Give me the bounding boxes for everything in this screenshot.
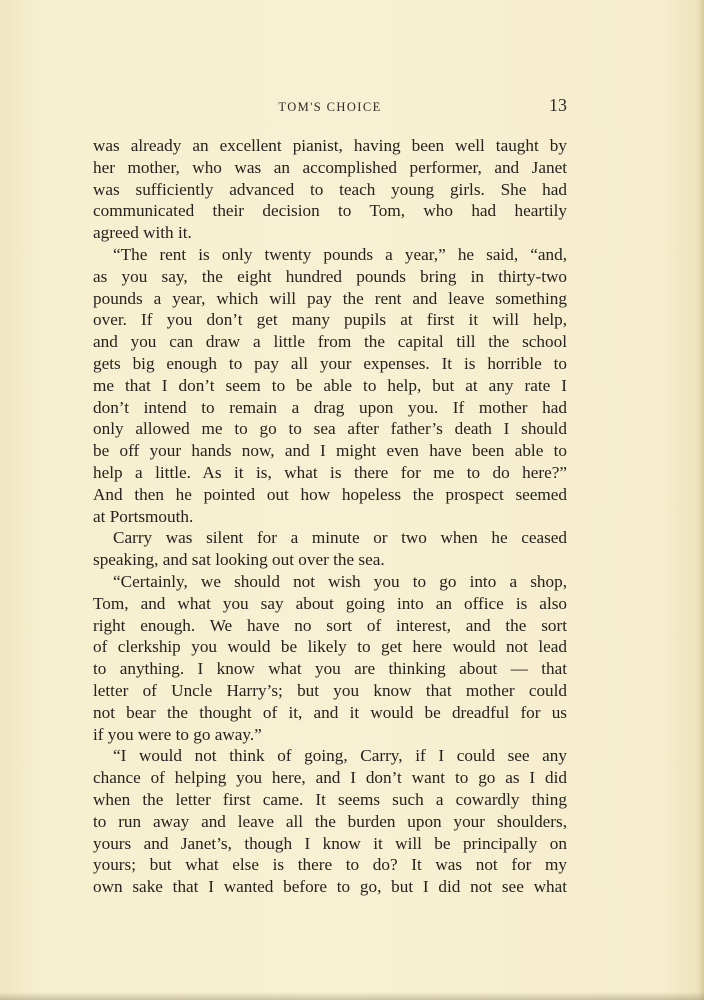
text-line: be off your hands now, and I might even have been able to bbox=[93, 441, 567, 461]
text-line: and you can draw a little from the capital till the school bbox=[93, 332, 567, 352]
text-line: “Certainly, we should not wish you to go into a shop, bbox=[113, 571, 567, 591]
text-line: speaking, and sat looking out over the sea. bbox=[93, 550, 385, 570]
text-line: Tom, and what you say about going into an office is also bbox=[93, 593, 567, 613]
running-head bbox=[93, 97, 567, 119]
text-line: if you were to go away.” bbox=[93, 724, 262, 744]
text-line: at Portsmouth. bbox=[93, 506, 194, 526]
text-line: was sufficiently advanced to teach young girls. She had bbox=[93, 179, 567, 199]
text-line: communicated their decision to Tom, who had heartily bbox=[93, 201, 567, 221]
text-line: only allowed me to go to sea after father’s death I should bbox=[93, 419, 567, 439]
text-line: of clerkship you would be likely to get here would not lead bbox=[93, 637, 567, 657]
text-line: “The rent is only twenty pounds a year,” he said, “and, bbox=[113, 244, 567, 264]
text-line: right enough. We have no sort of interest, and the sort bbox=[93, 615, 567, 635]
text-line: don’t intend to remain a drag upon you. If mother had bbox=[93, 397, 567, 417]
page-edge-bottom bbox=[0, 992, 704, 1000]
text-line: gets big enough to pay all your expenses. It is horrible to bbox=[93, 353, 567, 373]
page-number: 13 bbox=[549, 95, 567, 115]
text-line: agreed with it. bbox=[93, 223, 192, 243]
text-line: over. If you don’t get many pupils at first it will help, bbox=[93, 310, 567, 330]
page-edge-right bbox=[698, 0, 704, 1000]
text-line: letter of Uncle Harry’s; but you know that mother could bbox=[93, 680, 567, 700]
text-line: own sake that I wanted before to go, but I did not see what bbox=[93, 877, 567, 897]
text-line: “I would not think of going, Carry, if I could see any bbox=[113, 746, 567, 766]
text-line: me that I don’t seem to be able to help, but at any rate I bbox=[93, 375, 567, 395]
text-line: to run away and leave all the burden upon your shoulders, bbox=[93, 811, 567, 831]
text-line: when the letter first came. It seems such a cowardly thing bbox=[93, 789, 567, 809]
text-line: yours; but what else is there to do? It was not for my bbox=[93, 855, 567, 875]
text-line: her mother, who was an accomplished performer, and Janet bbox=[93, 157, 567, 177]
text-line: Carry was silent for a minute or two when he ceased bbox=[113, 528, 567, 548]
text-line: yours and Janet’s, though I know it will be principally on bbox=[93, 833, 567, 853]
text-line: pounds a year, which will pay the rent and leave something bbox=[93, 288, 567, 308]
text-line: chance of helping you here, and I don’t want to go as I did bbox=[93, 768, 567, 788]
body-text bbox=[93, 135, 567, 898]
text-line: not bear the thought of it, and it would be dreadful for us bbox=[93, 702, 567, 722]
text-line: as you say, the eight hundred pounds bring in thirty-two bbox=[93, 266, 567, 286]
text-line: And then he pointed out how hopeless the prospect seemed bbox=[93, 484, 567, 504]
text-line: was already an excellent pianist, having been well taught by bbox=[93, 136, 567, 155]
running-title: TOM'S CHOICE bbox=[278, 100, 382, 114]
text-line: to anything. I know what you are thinking about — that bbox=[93, 659, 567, 679]
text-line: help a little. As it is, what is there for me to do here?” bbox=[93, 462, 567, 482]
